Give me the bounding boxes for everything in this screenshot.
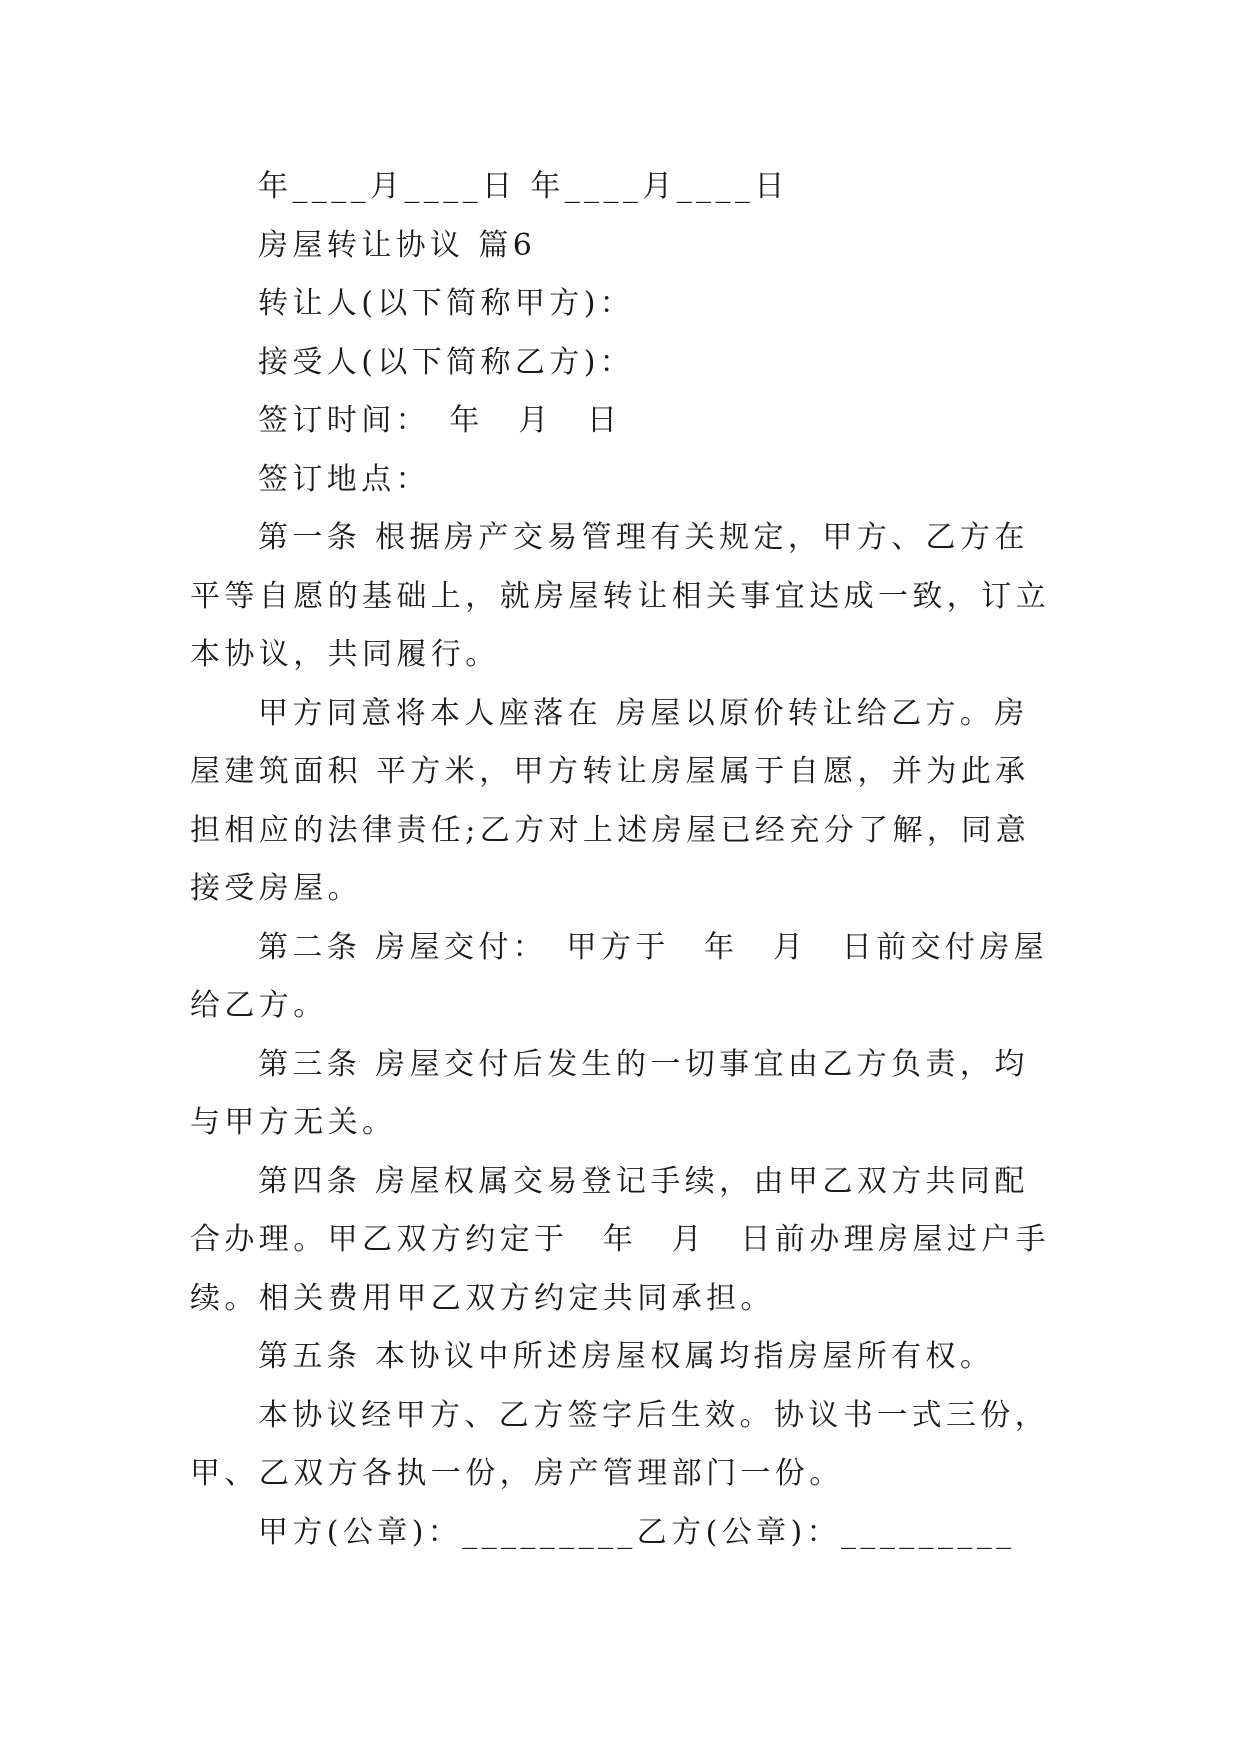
signature-line: 甲方(公章)：_________乙方(公章)：_________ — [258, 1514, 1016, 1550]
signing-time-line: 签订时间： 年 月 日 — [258, 403, 622, 438]
article-5: 第五条 本协议中所述房屋权属均指房屋所有权。 — [258, 1339, 995, 1374]
transfer-terms: 甲方同意将本人座落在 房屋以原价转让给乙方。房屋建筑面积 平方米，甲方转让房屋属于自愿，并为此承担相应的法律责任;乙方对上述房屋已经充分了解，同意接受房屋。 — [190, 695, 1031, 906]
effectiveness-clause: 本协议经甲方、乙方签字后生效。协议书一式三份，甲、乙双方各执一份，房产管理部门一份。 — [190, 1397, 1050, 1491]
article-1: 第一条 根据房产交易管理有关规定，甲方、乙方在平等自愿的基础上，就房屋转让相关事宜达成一致，订立本协议，共同履行。 — [190, 520, 1050, 672]
section-title: 房屋转让协议 篇6 — [258, 227, 537, 263]
document-body — [190, 158, 1060, 1562]
article-4: 第四条 房屋权属交易登记手续，由甲乙双方共同配合办理。甲乙双方约定于 年 月 日前办理房屋过户手续。相关费用甲乙双方约定共同承担。 — [190, 1163, 1050, 1316]
date-line: 年____月____日 年____月____日 — [258, 169, 789, 204]
article-2: 第二条 房屋交付： 甲方于 年 月 日前交付房屋给乙方。 — [190, 929, 1049, 1023]
signing-place-line: 签订地点： — [258, 461, 430, 497]
transferee-line: 接受人(以下简称乙方)： — [258, 344, 635, 380]
article-3: 第三条 房屋交付后发生的一切事宜由乙方负责，均与甲方无关。 — [190, 1046, 1029, 1140]
transferor-line: 转让人(以下简称甲方)： — [258, 286, 635, 321]
